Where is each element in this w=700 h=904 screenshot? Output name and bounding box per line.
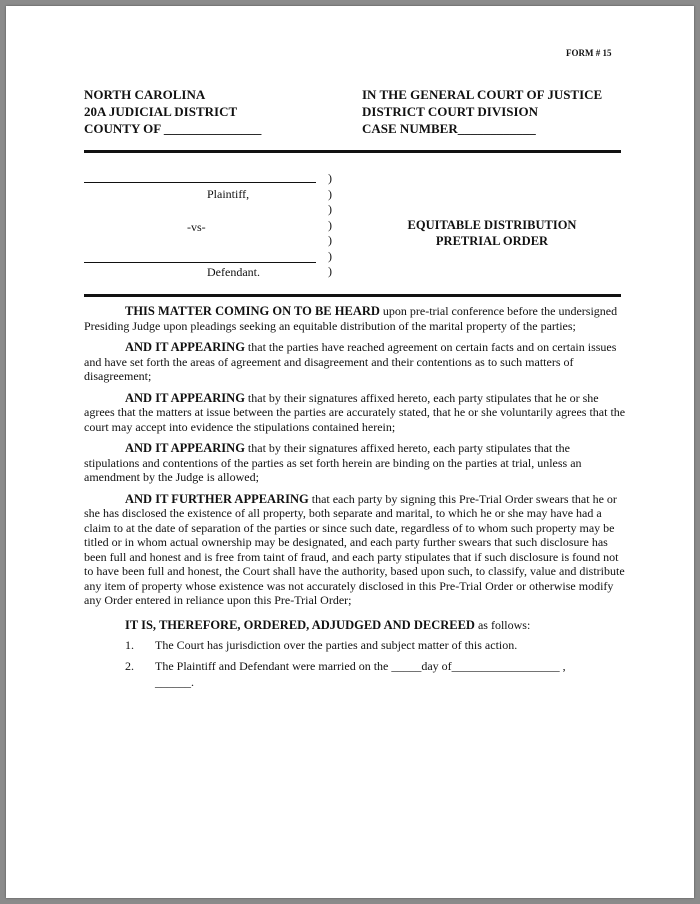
list-item: 1. The Court has jurisdiction over the parties and subject matter of this action. (125, 638, 518, 652)
list-item: 2. The Plaintiff and Defendant were married on the _____day of__________________ , (125, 658, 566, 673)
versus-label: -vs- (187, 220, 206, 234)
header-right (362, 86, 602, 137)
order-title: EQUITABLE DISTRIBUTION PRETRIAL ORDER (407, 218, 577, 248)
plaintiff-name-line (84, 182, 316, 183)
plaintiff-label: Plaintiff, (207, 187, 250, 201)
paragraph-agreement: AND IT APPEARING that the parties have reached agreement on certain facts and on certain issues and have set forth the areas of agreement and disagreement and their contentions as to such matters of disagreement; (84, 340, 617, 383)
defendant-name-line (84, 262, 316, 263)
decree-heading: IT IS, THEREFORE, ORDERED, ADJUDGED AND DECREED as follows: (125, 617, 531, 632)
paragraph-stipulation-binding: AND IT APPEARING that by their signatures affixed hereto, each party stipulates that the stipulations and contentions of the parties as set forth herein are binding on the parties at trial, unless an amendment by the Judge is allowed; (84, 441, 582, 484)
paragraph-disclosure: AND IT FURTHER APPEARING that each party by signing this Pre-Trial Order swears that he or she has disclosed the existence of all property, both separate and marital, to which he or she may have had a claim to at the date of separation of the parties or since such date, regardless of to whom such property may be titled or in whom actual ownership may be designated, and each party further swears that such disclosure has been full and honest and is free from taint of fraud, and each party stipulates that if such disclosure is found not to have been full and honest, the Court shall have the authority, based upon such, to classify, value and distribute any item of property whose existence was not accurately disclosed in this Pre-Trial Order or otherwise modify any Order entered in reliance upon this Pre-Trial Order; (84, 491, 625, 607)
header-left (84, 86, 261, 137)
caption-divider (84, 294, 621, 297)
document-page (6, 6, 694, 898)
paragraph-matter-heard: THIS MATTER COMING ON TO BE HEARD upon pre-trial conference before the undersigned Presiding Judge upon pleadings seeking an equitable distribution of the marital property of the parties; (84, 304, 618, 333)
judicial-district: 20A JUDICIAL DISTRICT (84, 104, 238, 119)
defendant-label: Defendant. (207, 265, 260, 279)
court-division: DISTRICT COURT DIVISION (362, 104, 539, 119)
order-body (84, 304, 626, 690)
state-name: NORTH CAROLINA (84, 87, 206, 102)
case-number-field: CASE NUMBER____________ (362, 121, 536, 136)
form-number: FORM # 15 (566, 48, 612, 58)
caption-parentheses: ) ) ) ) ) ) ) (328, 171, 332, 278)
paragraph-stipulation-accuracy: AND IT APPEARING that by their signatures affixed hereto, each party stipulates that he or she agrees that the matters at issue between the parties are accurately stated, that he or she voluntarily agrees that the court may accept into evidence the stipulations contained herein; (84, 390, 626, 434)
court-name: IN THE GENERAL COURT OF JUSTICE (362, 87, 603, 102)
header-divider (84, 150, 621, 153)
list-item-continuation: ______. (155, 675, 194, 689)
county-field: COUNTY OF _______________ (84, 121, 262, 136)
